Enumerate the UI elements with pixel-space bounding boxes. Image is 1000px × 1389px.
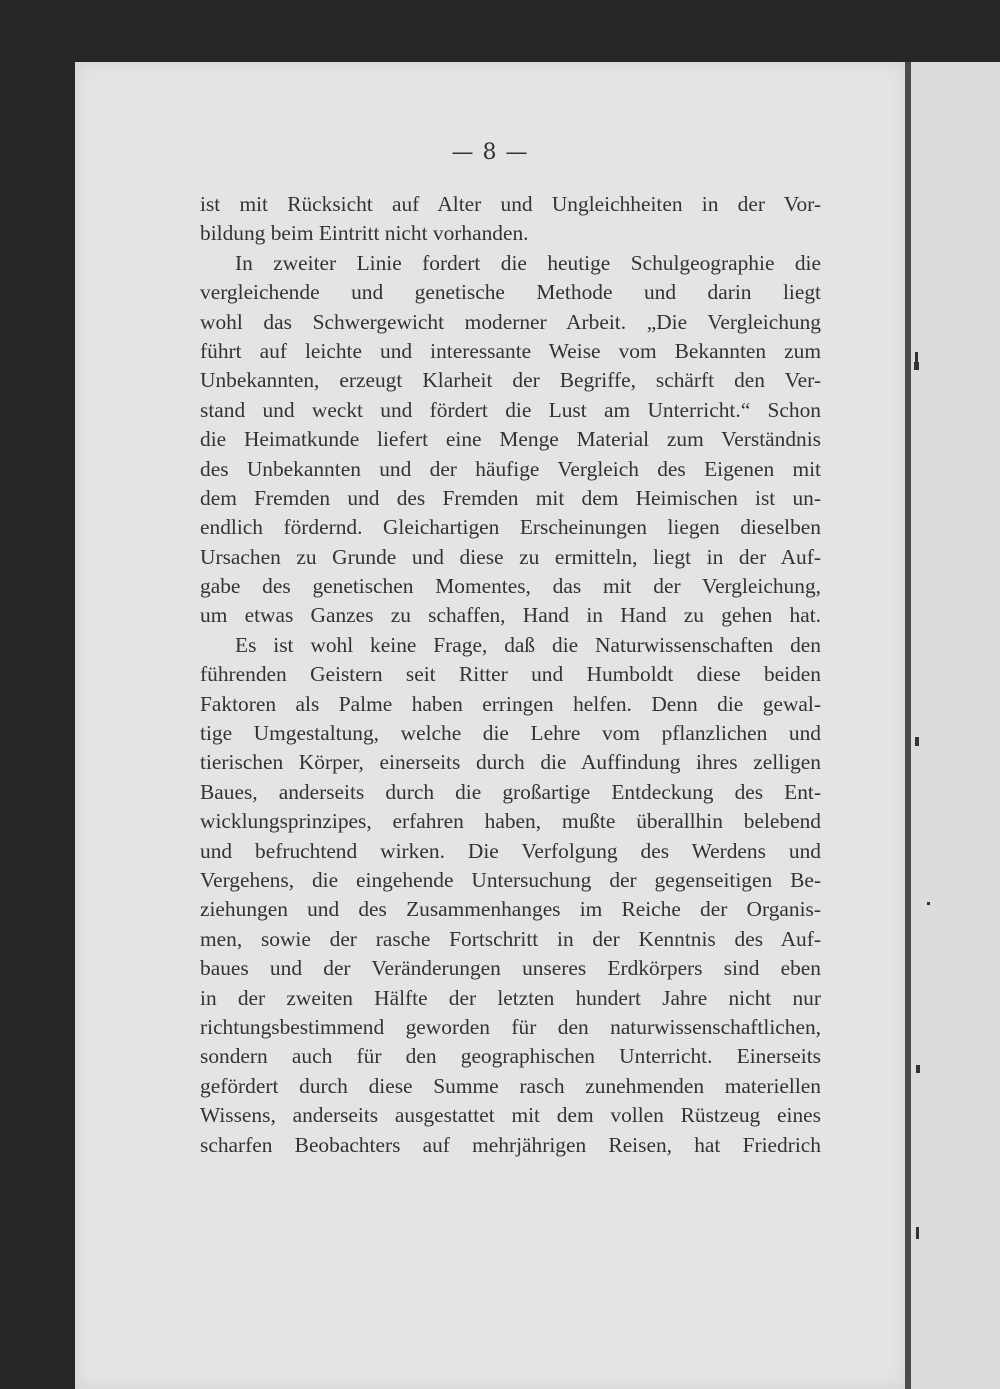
- gutter-mark: [915, 352, 918, 362]
- text-line: Vergehens, die eingehende Untersuchung der gegenseitigen Be-: [200, 867, 821, 892]
- adjacent-page-edge: [905, 62, 1000, 1389]
- text-line: und befruchtend wirken. Die Verfolgung des Werdens und: [200, 838, 821, 863]
- text-line: des Unbekannten und der häufige Vergleich des Eigenen mit: [200, 456, 821, 481]
- text-line: gefördert durch diese Summe rasch zunehmenden materiellen: [200, 1073, 821, 1098]
- text-line: Unbekannten, erzeugt Klarheit der Begriffe, schärft den Ver-: [200, 368, 821, 393]
- text-line: die Heimatkunde liefert eine Menge Material zum Verständnis: [200, 427, 821, 452]
- text-line: Baues, anderseits durch die großartige Entdeckung des Ent-: [200, 779, 821, 804]
- gutter-mark: [916, 1227, 919, 1239]
- text-line: tierischen Körper, einerseits durch die Auffindung ihres zelligen: [200, 750, 821, 775]
- text-line: gabe des genetischen Momentes, das mit der Vergleichung,: [200, 574, 821, 599]
- gutter-mark: [914, 362, 919, 370]
- text-line: tige Umgestaltung, welche die Lehre vom pflanzlichen und: [200, 721, 821, 746]
- body-text: [200, 190, 821, 1160]
- text-line: In zweiter Linie fordert die heutige Schulgeographie die: [235, 250, 821, 275]
- text-line: führt auf leichte und interessante Weise vom Bekannten zum: [200, 338, 821, 363]
- gutter-mark: [916, 1065, 920, 1073]
- text-line: sondern auch für den geographischen Unterricht. Einerseits: [200, 1044, 821, 1069]
- text-line: vergleichende und genetische Methode und darin liegt: [200, 280, 821, 305]
- text-line: ist mit Rücksicht auf Alter und Ungleichheiten in der Vor-: [200, 192, 821, 216]
- text-line: scharfen Beobachters auf mehrjährigen Reisen, hat Friedrich: [200, 1132, 821, 1157]
- text-line: wohl das Schwergewicht moderner Arbeit. „Die Vergleichung: [200, 309, 821, 334]
- text-line: endlich fördernd. Gleichartigen Erscheinungen liegen dieselben: [200, 515, 821, 540]
- text-line: Ursachen zu Grunde und diese zu ermitteln, liegt in der Auf-: [200, 544, 821, 569]
- text-line: ziehungen und des Zusammenhanges im Reiche der Organis-: [200, 897, 821, 922]
- text-line: Es ist wohl keine Frage, daß die Naturwissenschaften den: [235, 632, 821, 657]
- text-line: um etwas Ganzes zu schaffen, Hand in Hand zu gehen hat.: [200, 603, 821, 628]
- text-line: richtungsbestimmend geworden für den naturwissenschaftlichen,: [200, 1014, 821, 1039]
- text-line: in der zweiten Hälfte der letzten hundert Jahre nicht nur: [200, 985, 821, 1010]
- book-page: [75, 62, 905, 1389]
- text-line: men, sowie der rasche Fortschritt in der Kenntnis des Auf-: [200, 926, 821, 951]
- text-line: baues und der Veränderungen unseres Erdkörpers sind eben: [200, 956, 821, 981]
- gutter-mark: [915, 737, 919, 746]
- text-line: wicklungsprinzipes, erfahren haben, mußte überallhin belebend: [200, 809, 821, 834]
- text-line: stand und weckt und fördert die Lust am Unterricht.“ Schon: [200, 397, 821, 422]
- text-line: Wissens, anderseits ausgestattet mit dem vollen Rüstzeug eines: [200, 1103, 821, 1128]
- text-line: bildung beim Eintritt nicht vorhanden.: [200, 221, 529, 246]
- text-line: Faktoren als Palme haben erringen helfen. Denn die gewal-: [200, 691, 821, 716]
- text-line: dem Fremden und des Fremden mit dem Heimischen ist un-: [200, 485, 821, 510]
- text-line: führenden Geistern seit Ritter und Humboldt diese beiden: [200, 662, 821, 687]
- page-number: — 8 —: [451, 140, 529, 165]
- gutter-mark: [927, 902, 930, 905]
